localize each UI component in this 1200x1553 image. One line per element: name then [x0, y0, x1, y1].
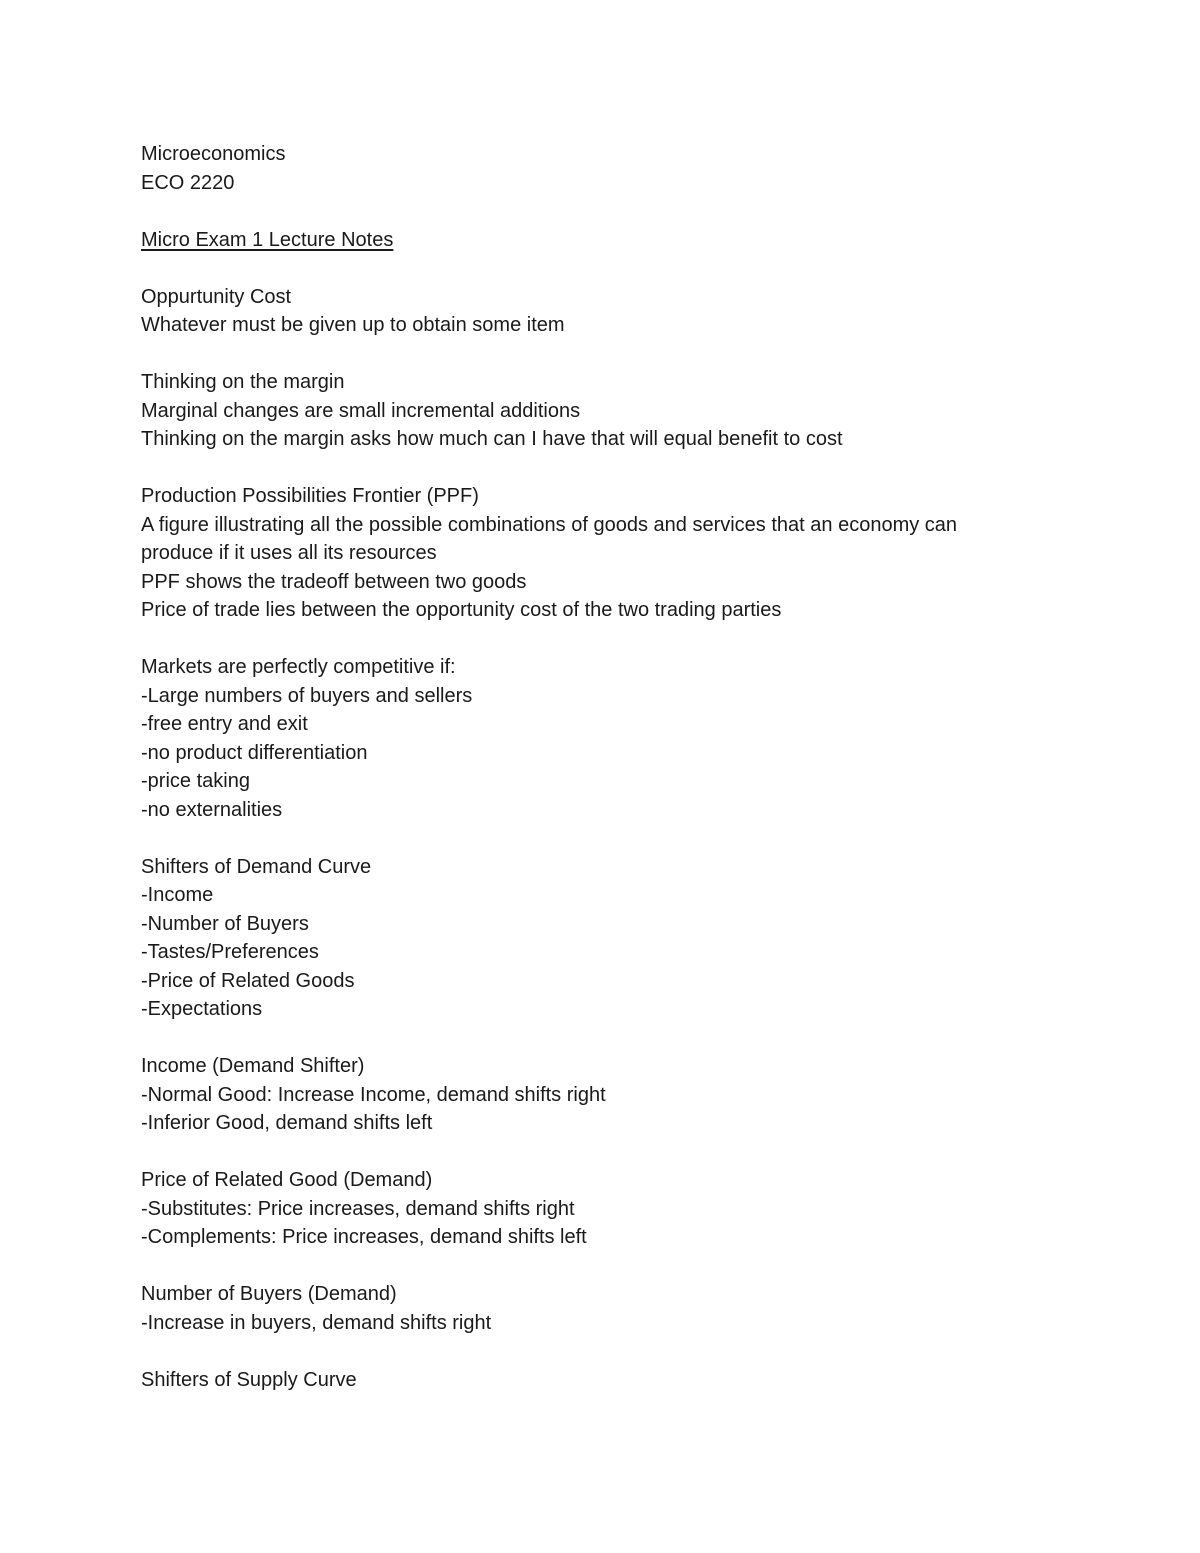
- section-heading: Oppurtunity Cost: [141, 285, 292, 308]
- spacer: [141, 1252, 1101, 1281]
- section-heading: Markets are perfectly competitive if:: [141, 656, 456, 678]
- section-opportunity-cost: [141, 283, 1101, 340]
- list-item: -Large numbers of buyers and sellers: [141, 684, 473, 707]
- section-heading: Income (Demand Shifter): [141, 1055, 365, 1077]
- spacer: [141, 340, 1101, 369]
- list-item: -Tastes/Preferences: [141, 941, 319, 963]
- spacer: [141, 1138, 1101, 1167]
- list-item: -Complements: Price increases, demand shifts left: [141, 1226, 587, 1248]
- document-title-text: Micro Exam 1 Lecture Notes: [141, 228, 394, 251]
- note-line: Thinking on the margin asks how much can I have that will equal benefit to cost: [141, 428, 843, 450]
- spacer: [141, 625, 1101, 654]
- section-related-goods: [141, 1166, 1101, 1252]
- spacer: [141, 254, 1101, 283]
- section-heading: Price of Related Good (Demand): [141, 1169, 433, 1191]
- spacer: [141, 824, 1101, 853]
- section-perfect-competition: [141, 653, 1101, 824]
- section-supply-shifters: [141, 1366, 1101, 1395]
- section-income-shifter: [141, 1052, 1101, 1138]
- section-heading: Production Possibilities Frontier (PPF): [141, 485, 479, 507]
- note-line: produce if it uses all its resources: [141, 542, 437, 564]
- section-heading: Shifters of Demand Curve: [141, 855, 372, 878]
- note-line: PPF shows the tradeoff between two goods: [141, 570, 527, 593]
- lecture-notes-body: [141, 140, 1101, 1394]
- note-line: Whatever must be given up to obtain some item: [141, 314, 565, 336]
- list-item: -Increase in buyers, demand shifts right: [141, 1311, 492, 1334]
- section-number-of-buyers: [141, 1280, 1101, 1337]
- course-name: Microeconomics: [141, 143, 286, 165]
- list-item: -no product differentiation: [141, 741, 368, 764]
- section-thinking-on-margin: [141, 368, 1101, 454]
- list-item: -free entry and exit: [141, 713, 308, 735]
- section-ppf: [141, 482, 1101, 625]
- section-heading: Thinking on the margin: [141, 371, 345, 393]
- list-item: -Income: [141, 884, 214, 906]
- section-demand-shifters: [141, 853, 1101, 1024]
- document-title: [141, 226, 1101, 255]
- note-line: A figure illustrating all the possible combinations of goods and services that an economy can: [141, 513, 958, 536]
- section-heading: Shifters of Supply Curve: [141, 1368, 357, 1391]
- spacer: [141, 1024, 1101, 1053]
- list-item: -price taking: [141, 770, 250, 792]
- list-item: -Inferior Good, demand shifts left: [141, 1112, 433, 1134]
- list-item: -Price of Related Goods: [141, 969, 355, 992]
- section-heading: Number of Buyers (Demand): [141, 1283, 397, 1305]
- list-item: -Substitutes: Price increases, demand shifts right: [141, 1197, 575, 1220]
- spacer: [141, 1337, 1101, 1366]
- list-item: -Number of Buyers: [141, 912, 309, 935]
- spacer: [141, 454, 1101, 483]
- list-item: -Normal Good: Increase Income, demand shifts right: [141, 1083, 606, 1106]
- note-line: Marginal changes are small incremental additions: [141, 399, 581, 422]
- spacer: [141, 197, 1101, 226]
- list-item: -Expectations: [141, 998, 263, 1020]
- note-line: Price of trade lies between the opportunity cost of the two trading parties: [141, 599, 782, 621]
- course-code: ECO 2220: [141, 171, 235, 194]
- list-item: -no externalities: [141, 798, 283, 821]
